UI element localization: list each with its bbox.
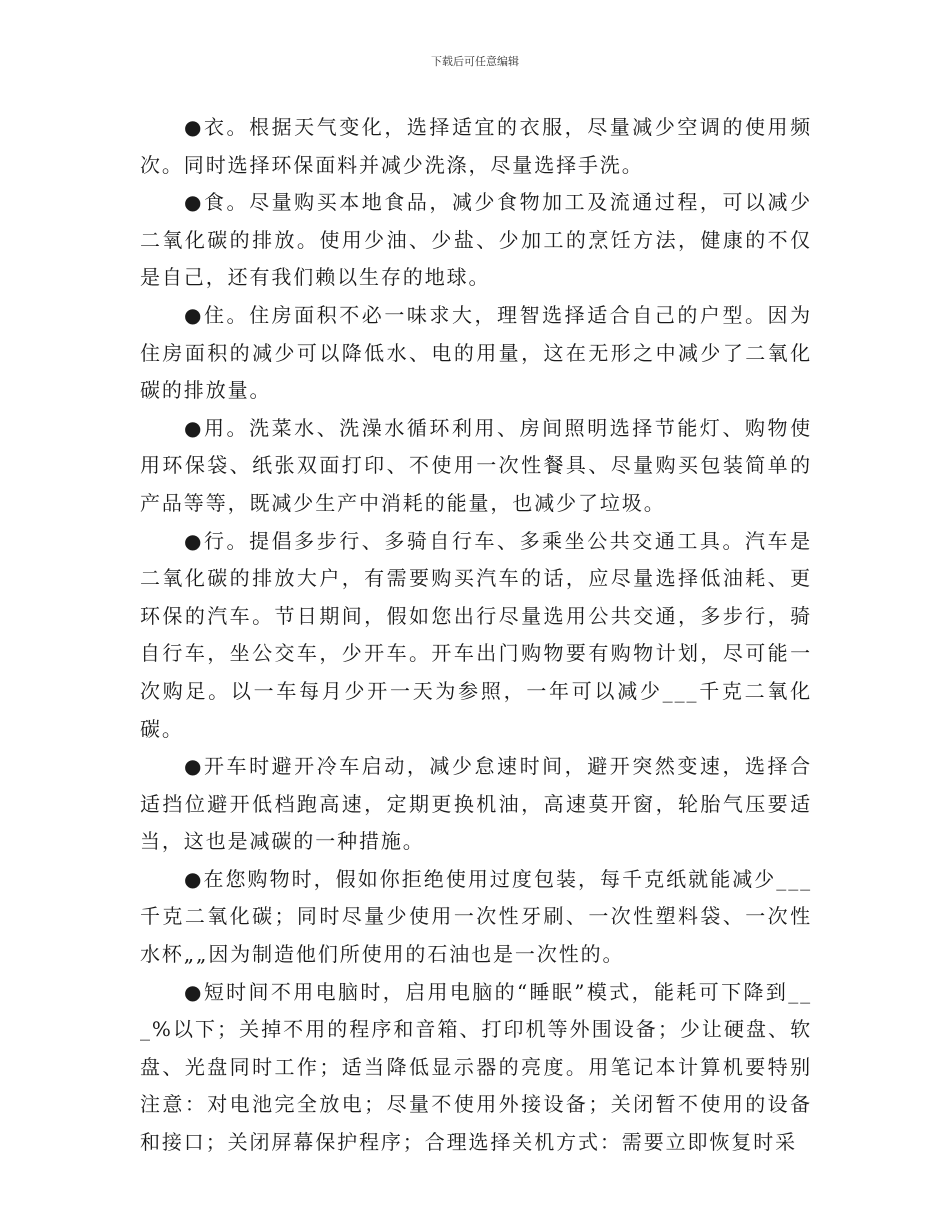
- paragraph-food: ●食。尽量购买本地食品，减少食物加工及流通过程，可以减少二氧化碳的排放。使用少油、少盐、少加工的烹饪方法，健康的不仅是自己，还有我们赖以生存的地球。: [140, 190, 812, 290]
- paragraph-driving: ●开车时避开冷车启动，减少怠速时间，避开突然变速，选择合适挡位避开低档跑高速，定期更换机油，高速莫开窗，轮胎气压要适当，这也是减碳的一种措施。: [140, 754, 812, 854]
- paragraph-housing: ●住。住房面积不必一味求大，理智选择适合自己的户型。因为住房面积的减少可以降低水、电的用量，这在无形之中减少了二氧化碳的排放量。: [140, 302, 812, 403]
- paragraph-travel: ●行。提倡多步行、多骑自行车、多乘坐公共交通工具。汽车是二氧化碳的排放大户，有需要购买汽车的话，应尽量选择低油耗、更环保的汽车。节日期间，假如您出行尽量选用公共交通，多步行，骑自行车，坐公交车，少开车。开车出门购物要有购物计划，尽可能一次购足。以一车每月少开一天为参照，一年可以减少___千克二氧化碳。: [140, 528, 812, 741]
- paragraph-computer: ●短时间不用电脑时，启用电脑的“睡眠”模式，能耗可下降到___%以下；关掉不用的程序和音箱、打印机等外围设备；少让硬盘、软盘、光盘同时工作；适当降低显示器的亮度。用笔记本计算机要特别注意：对电池完全放电；尽量不使用外接设备；关闭暂不使用的设备和接口；关闭屏幕保护程序；合理选择关机方式：需要立即恢复时采: [140, 979, 812, 1155]
- paragraph-usage: ●用。洗菜水、洗澡水循环利用、房间照明选择节能灯、购物使用环保袋、纸张双面打印、不使用一次性餐具、尽量购买包装简单的产品等等，既减少生产中消耗的能量，也减少了垃圾。: [140, 415, 812, 515]
- document-body: [140, 109, 812, 1162]
- paragraph-shopping: ●在您购物时，假如你拒绝使用过度包装，每千克纸就能减少___千克二氧化碳；同时尽量少使用一次性牙刷、一次性塑料袋、一次性水杯„„因为制造他们所使用的石油也是一次性的。: [140, 866, 812, 967]
- page-header-note: 下载后可任意编辑: [431, 55, 519, 68]
- paragraph-clothing: ●衣。根据天气变化，选择适宜的衣服，尽量减少空调的使用频次。同时选择环保面料并减少洗涤，尽量选择手洗。: [140, 115, 812, 177]
